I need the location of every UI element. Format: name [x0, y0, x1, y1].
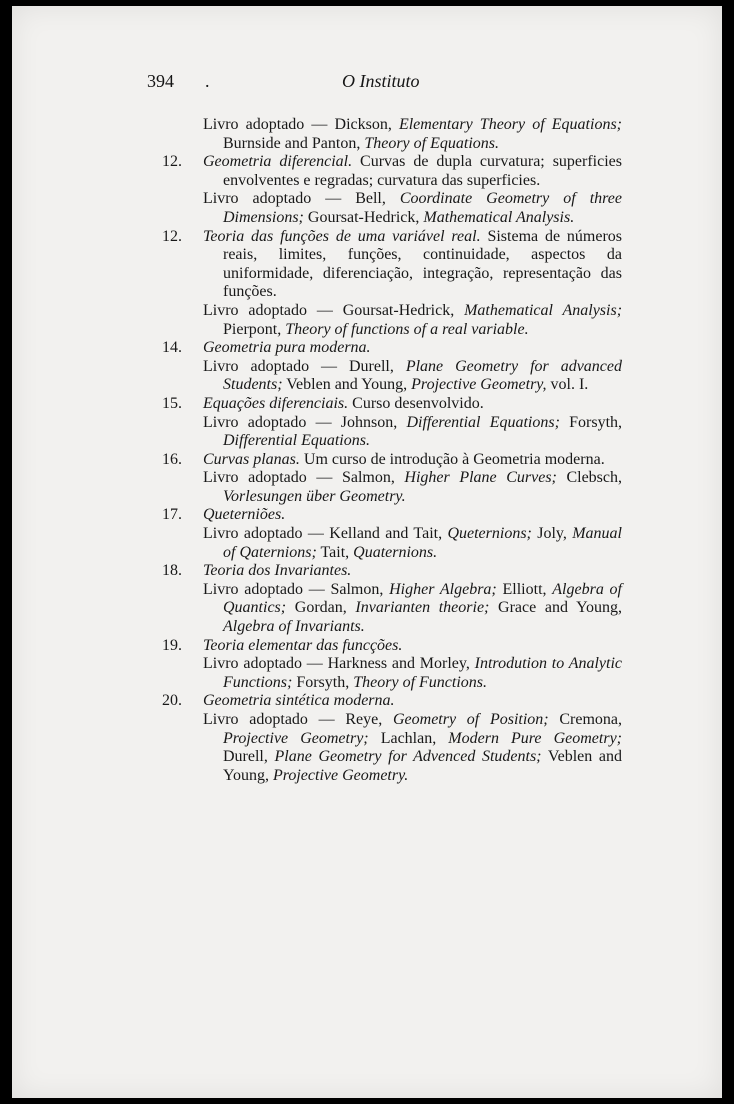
- book-title: Mathematical Analysis;: [464, 301, 623, 319]
- course-number: 16.: [162, 450, 182, 468]
- book-title: Elementary Theory of Equations;: [398, 116, 623, 133]
- book-author: Durell,: [349, 357, 406, 375]
- book-title: Modern Pure Geometry;: [448, 729, 623, 747]
- adopted-book-label: Livro adoptado —: [203, 525, 330, 543]
- course-entry: [162, 153, 622, 227]
- book-author: Durell,: [223, 748, 275, 766]
- course-subject: [203, 339, 622, 358]
- subject-title: Geometria diferencial.: [203, 153, 353, 171]
- subject-description: Curso desenvolvido.: [348, 394, 484, 412]
- course-list: [162, 116, 622, 785]
- course-entry: [162, 451, 622, 507]
- book-title: Algebra of Invariants.: [223, 618, 365, 636]
- course-subject: [203, 153, 622, 190]
- subject-title: Teoria elementar das funcções.: [203, 636, 403, 654]
- book-author: Joly,: [531, 525, 573, 543]
- book-title: Differential Equations;: [406, 413, 560, 431]
- subject-title: Equações diferenciais.: [203, 394, 349, 412]
- book-author: Grace and Young,: [489, 599, 623, 617]
- book-title: Higher Plane Curves;: [404, 469, 557, 487]
- book-title: Geometry of Position;: [392, 711, 549, 728]
- adopted-books: [203, 655, 622, 692]
- course-subject: [203, 637, 622, 656]
- running-title: O Instituto: [342, 71, 420, 91]
- book-author: Elliott,: [496, 580, 553, 598]
- adopted-books: [203, 525, 622, 562]
- book-title: Manual of Qaternions;: [223, 525, 622, 561]
- book-title: Higher Algebra;: [389, 580, 497, 598]
- subject-description: Sistema de números reais, limites, funções, continuidade, aspectos da uniformidade, diferenciação, integração, representação das funções.: [223, 227, 622, 301]
- page-header: [147, 71, 567, 95]
- book-title: Plane Geometry for Advenced Students;: [274, 748, 542, 766]
- header-separator: .: [205, 71, 210, 91]
- course-number: 19.: [162, 636, 182, 654]
- subject-title: Queterniões.: [203, 506, 286, 524]
- book-title: Differential Equations.: [223, 432, 370, 450]
- adopted-books: [203, 190, 622, 227]
- book-author: Forsyth,: [559, 413, 623, 431]
- book-author: Johnson,: [340, 413, 407, 431]
- adopted-book-label: Livro adoptado —: [203, 190, 356, 208]
- adopted-books: [203, 358, 622, 395]
- course-subject: [203, 228, 622, 302]
- course-entry: [162, 395, 622, 451]
- adopted-books: [203, 581, 622, 637]
- book-author: Burnside and Panton,: [223, 134, 365, 152]
- course-number: 17.: [162, 506, 182, 524]
- book-author: Goursat-Hedrick,: [342, 301, 465, 319]
- course-subject: [203, 562, 622, 581]
- course-number: 18.: [162, 562, 182, 580]
- book-author: Clebsch,: [556, 469, 622, 487]
- book-title: Introdution to Analytic Functions;: [223, 655, 623, 691]
- book-title: Invarianten theorie;: [355, 599, 490, 617]
- book-title: Vorlesungen über Geometry.: [223, 487, 406, 505]
- book-author: Reye,: [345, 711, 393, 728]
- subject-title: Teoria dos Invariantes.: [203, 562, 352, 580]
- course-number: 12.: [162, 227, 182, 245]
- adopted-book-label: Livro adoptado —: [203, 655, 328, 673]
- book-title: Projective Geometry,: [411, 376, 547, 394]
- course-number: 15.: [162, 394, 182, 412]
- book-author: Salmon,: [330, 580, 390, 598]
- subject-title: Teoria das funções de uma variável real.: [203, 227, 481, 245]
- course-subject: [203, 506, 622, 525]
- book-author: Harkness and Morley,: [327, 655, 475, 673]
- course-subject: [203, 395, 622, 414]
- page-number: 394: [147, 71, 174, 91]
- course-entry: [162, 637, 622, 693]
- book-author: Tait,: [316, 543, 354, 561]
- book-author: Pierpont,: [223, 320, 286, 338]
- book-title: Plane Geometry for advanced Students;: [223, 357, 622, 394]
- course-entry: [162, 506, 622, 562]
- book-title: Projective Geometry;: [223, 729, 369, 747]
- book-author: Gordan,: [286, 599, 356, 617]
- book-title: Theory of functions of a real variable.: [285, 320, 529, 338]
- subject-title: Geometria pura moderna.: [203, 339, 371, 357]
- course-number: 12.: [162, 153, 182, 171]
- adopted-book-label: Livro adoptado —: [203, 301, 343, 319]
- book-author: Forsyth,: [292, 673, 354, 691]
- book-author: Salmon,: [341, 469, 405, 487]
- book-author: Veblen and Young,: [223, 748, 623, 784]
- course-entry: [162, 339, 622, 395]
- course-subject: [203, 692, 622, 711]
- book-title: Theory of Equations.: [364, 134, 499, 152]
- book-author: Cremona,: [548, 711, 623, 728]
- adopted-book-label: Livro adoptado —: [203, 357, 349, 375]
- subject-title: Geometria sintética moderna.: [203, 692, 395, 710]
- course-number: 14.: [162, 339, 182, 357]
- adopted-book-label: Livro adoptado —: [203, 711, 346, 728]
- book-title: Algebra of Quantics;: [223, 580, 623, 617]
- course-entry: [162, 562, 622, 636]
- subject-description: Curvas de dupla curvatura; superficies envolventes e regradas; curvatura das superficies.: [223, 153, 622, 189]
- adopted-book-label: Livro adoptado —: [203, 413, 341, 431]
- book-title: Quaternions.: [353, 543, 438, 561]
- book-author: Bell,: [355, 190, 400, 208]
- adopted-book-label: Livro adoptado —: [203, 116, 335, 133]
- book-author: Veblen and Young,: [282, 376, 412, 394]
- subject-description: Um curso de introdução à Geometria moderna.: [299, 450, 605, 468]
- adopted-books: [203, 302, 622, 339]
- course-subject: [203, 451, 622, 470]
- document-page: [12, 6, 722, 1098]
- adopted-books: [203, 116, 622, 153]
- course-entry: [162, 116, 622, 153]
- book-author: Dickson,: [334, 116, 399, 133]
- subject-title: Curvas planas.: [203, 450, 300, 468]
- book-title: Projective Geometry.: [272, 766, 409, 784]
- adopted-books: [203, 414, 622, 451]
- book-title: Theory of Functions.: [353, 673, 487, 691]
- book-author: Kelland and Tait,: [329, 525, 448, 543]
- course-entry: [162, 692, 622, 785]
- adopted-book-label: Livro adoptado —: [203, 469, 342, 487]
- course-number: 20.: [162, 692, 182, 710]
- book-author: Lachlan,: [368, 729, 449, 747]
- adopted-books: [203, 469, 622, 506]
- book-title: Queternions;: [447, 525, 532, 543]
- adopted-book-label: Livro adoptado —: [203, 580, 331, 598]
- book-title: Mathematical Analysis.: [423, 208, 575, 226]
- book-author: vol. I.: [546, 376, 589, 394]
- book-title: Coordinate Geometry of three Dimensions;: [223, 190, 622, 226]
- course-entry: [162, 228, 622, 340]
- adopted-books: [203, 711, 622, 785]
- book-author: Goursat-Hedrick,: [303, 208, 424, 226]
